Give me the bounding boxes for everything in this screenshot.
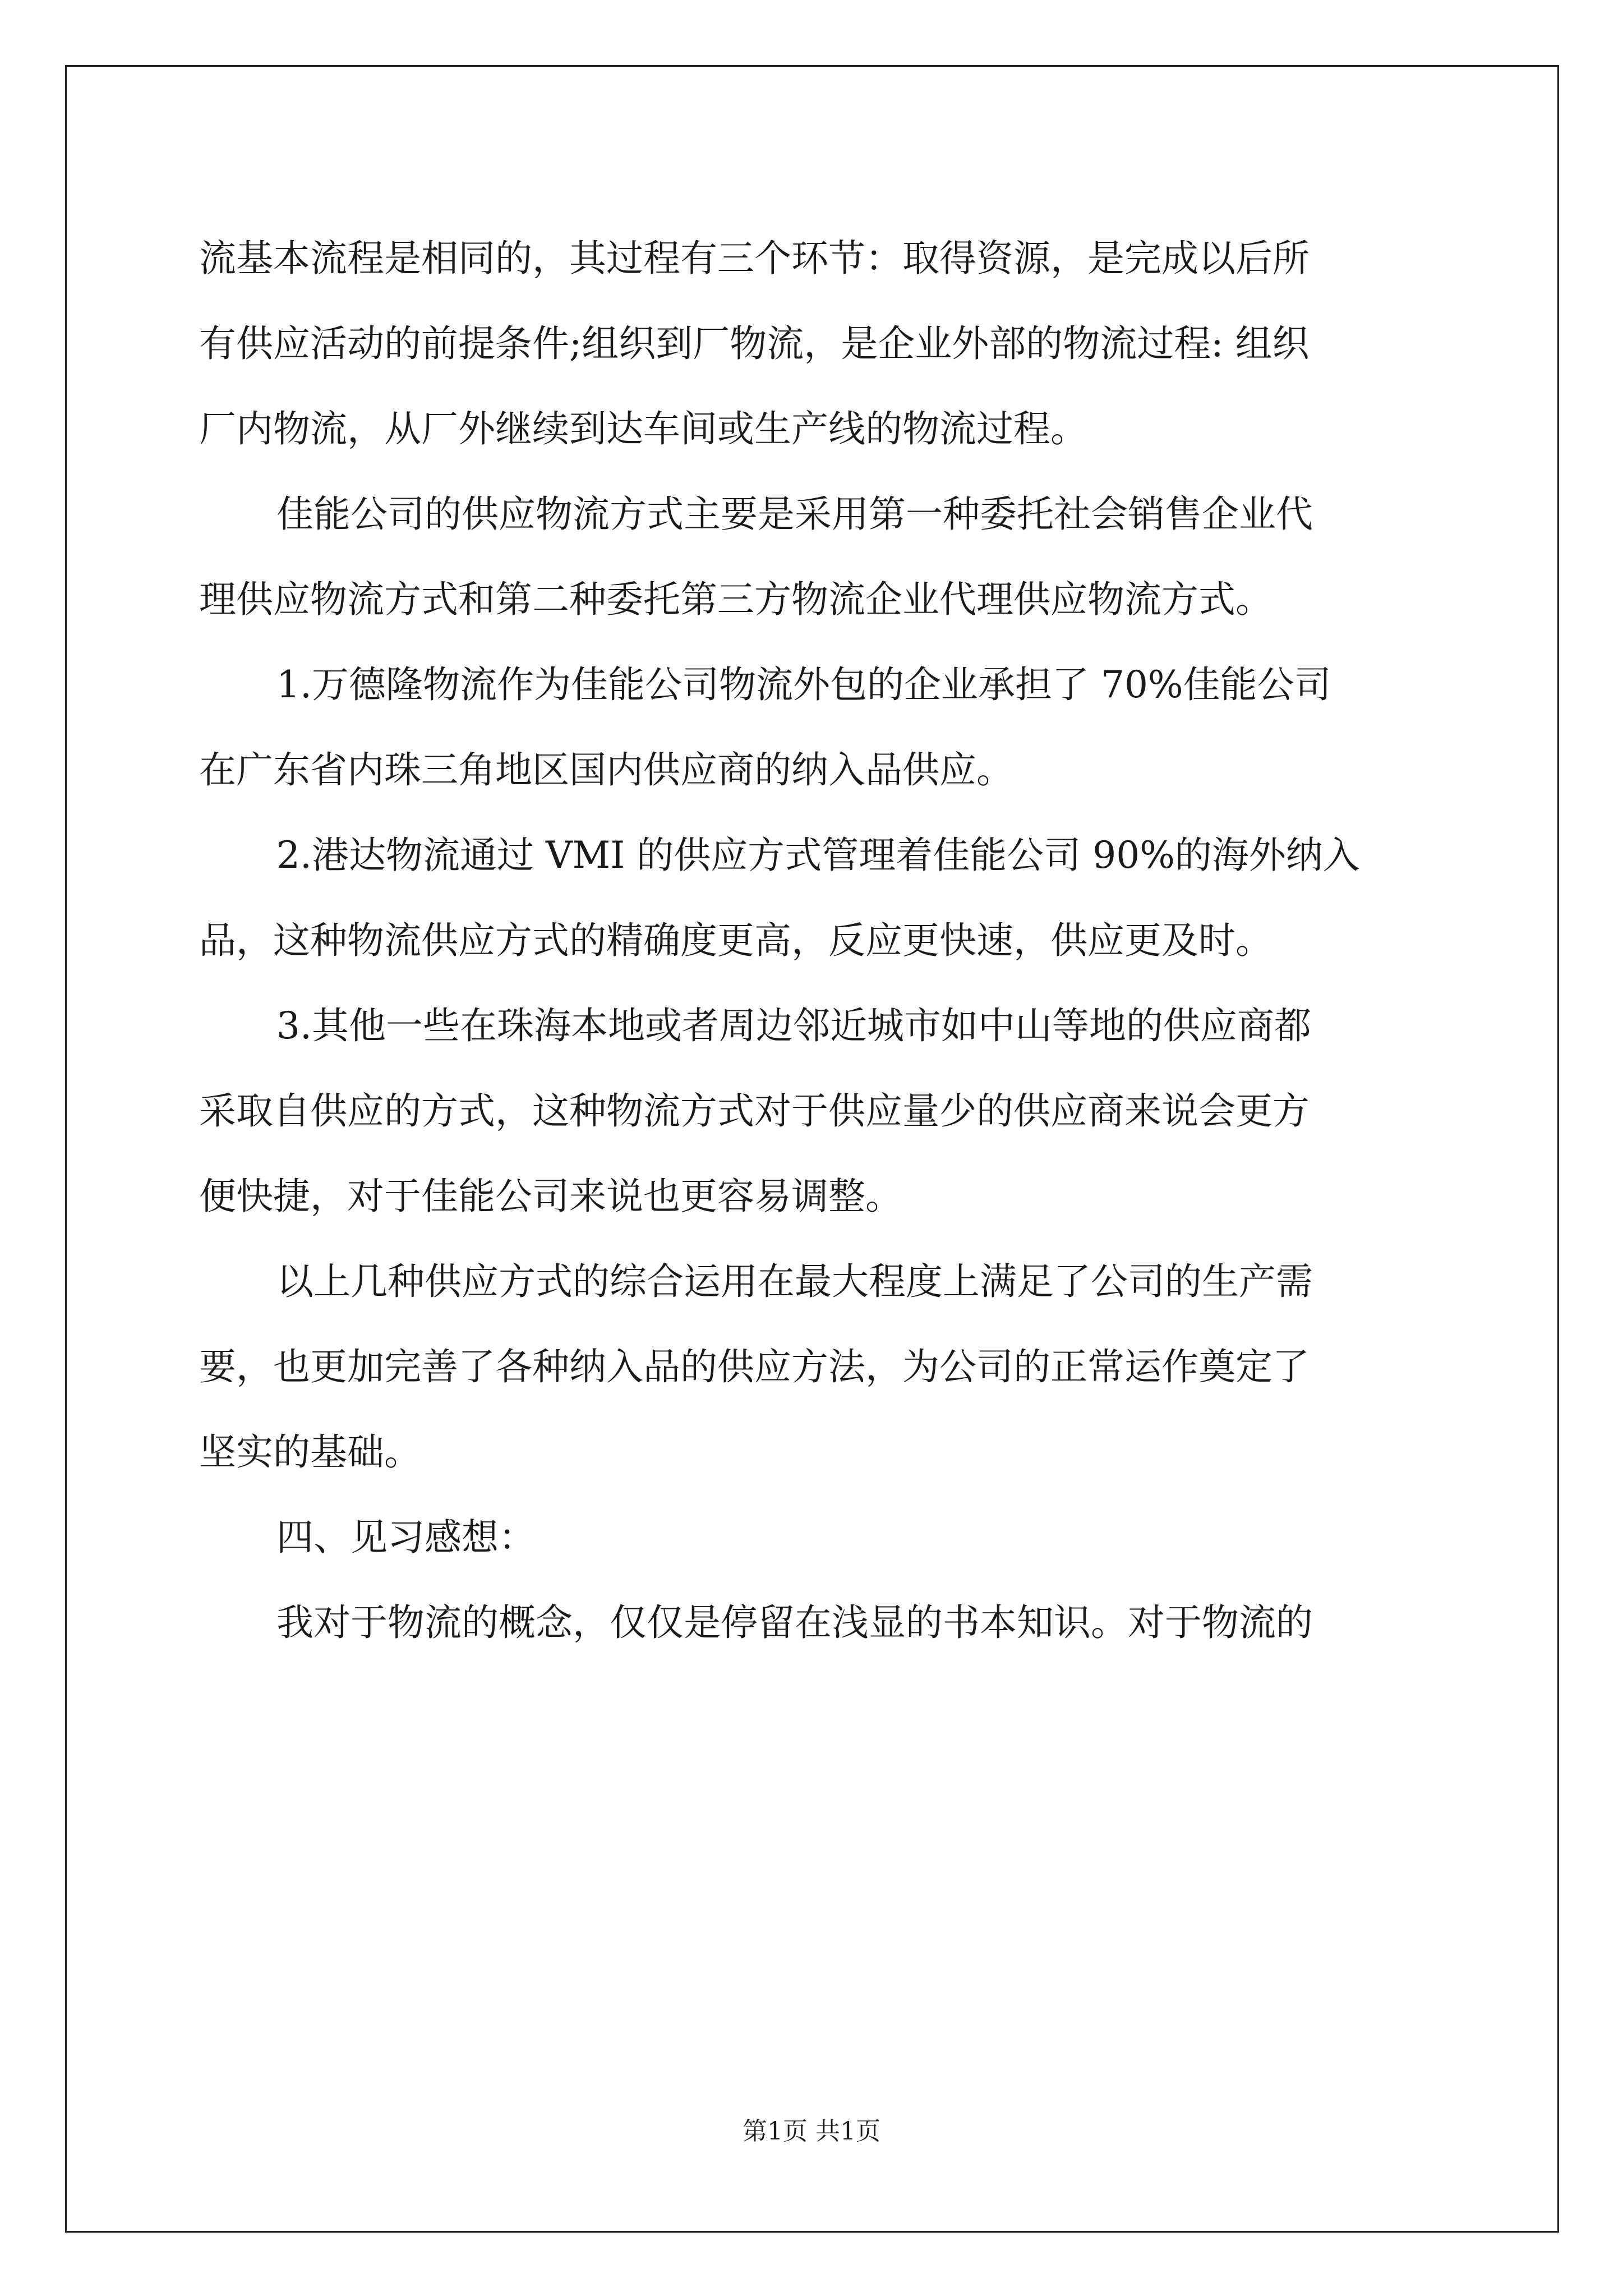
document-body [199, 216, 1424, 1665]
page-number-footer: 第1页 共1页 [743, 2117, 880, 2146]
text-line: 有供应活动的前提条件;组织到厂物流，是企业外部的物流过程: 组织 [199, 322, 1310, 365]
paragraph-start-line: 我对于物流的概念，仅仅是停留在浅显的书本知识。对于物流的 [276, 1601, 1313, 1644]
text-line: 品，这种物流供应方式的精确度更高，反应更快速，供应更及时。 [199, 919, 1272, 962]
text-line: 厂内物流，从厂外继续到达车间或生产线的物流过程。 [199, 407, 1087, 450]
text-line: 流基本流程是相同的，其过程有三个环节：取得资源，是完成以后所 [199, 237, 1310, 280]
text-line: 在广东省内珠三角地区国内供应商的纳入品供应。 [199, 748, 1013, 792]
list-item-3-line: 3.其他一些在珠海本地或者周边邻近城市如中山等地的供应商都 [276, 1004, 1311, 1047]
text-line: 要，也更加完善了各种纳入品的供应方法，为公司的正常运作奠定了 [199, 1345, 1310, 1388]
section-heading: 四、见习感想： [276, 1516, 536, 1559]
list-item-1-line: 1.万德隆物流作为佳能公司物流外包的企业承担了 70%佳能公司 [276, 663, 1331, 706]
text-line: 采取自供应的方式，这种物流方式对于供应量少的供应商来说会更方 [199, 1089, 1310, 1133]
list-item-2-line: 2.港达物流通过 VMI 的供应方式管理着佳能公司 90%的海外纳入 [276, 834, 1360, 877]
text-line: 坚实的基础。 [199, 1430, 421, 1474]
text-line: 便快捷，对于佳能公司来说也更容易调整。 [199, 1175, 902, 1218]
paragraph-start-line: 佳能公司的供应物流方式主要是采用第一种委托社会销售企业代 [276, 493, 1313, 536]
text-line: 理供应物流方式和第二种委托第三方物流企业代理供应物流方式。 [199, 578, 1272, 621]
paragraph-start-line: 以上几种供应方式的综合运用在最大程度上满足了公司的生产需 [276, 1260, 1313, 1303]
